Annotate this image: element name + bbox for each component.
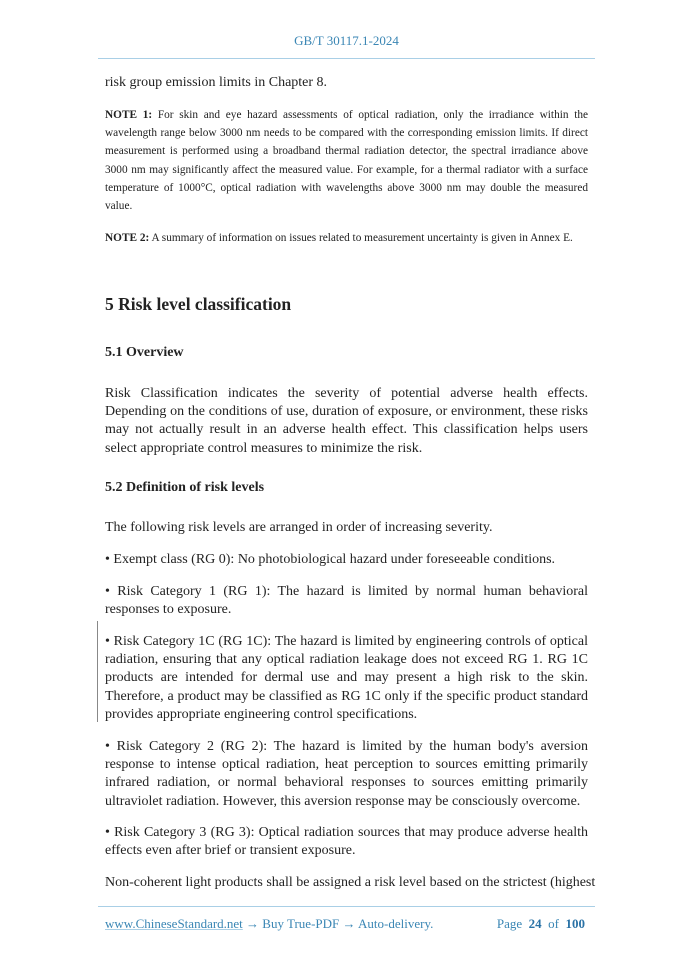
note-2 [105,229,588,247]
document-header: GB/T 30117.1-2024 [294,33,399,48]
note-1 [105,106,588,215]
section-5-heading: 5 Risk level classification [105,294,292,314]
risk-level-item: • Risk Category 3 (RG 3): Optical radiation sources that may produce adverse health effects even after brief or transient exposure. [105,825,588,859]
closing-text: Non-coherent light products shall be assigned a risk level based on the strictest (highest [105,875,596,890]
risk-level-item: • Exempt class (RG 0): No photobiological hazard under foreseeable conditions. [105,552,556,567]
risk-level-item: • Risk Category 1C (RG 1C): The hazard is limited by engineering controls of optical radiation, ensuring that any optical radiation leakage does not exceed RG 1. RG 1C products are intended for dermal use and may present a high risk to the skin. Therefore, a product may be classified as RG 1C only if the specific product standard provides appropriate engineering control specifications. [105,634,588,722]
footer-text: → Buy True-PDF → Auto-delivery. [242,916,434,931]
risk-levels-intro: The following risk levels are arranged in order of increasing severity. [105,520,493,535]
footer-divider [98,906,595,907]
page-number: 24 [528,916,542,931]
overview-paragraph: Risk Classification indicates the severity of potential adverse health effects. Depending on the conditions of use, duration of exposure, or environment, these risks may not actually result in an adverse health effect. This classification helps users select appropriate control measures to minimize the risk. [105,386,588,456]
of-label: of [548,916,559,931]
continuation-text: risk group emission limits in Chapter 8. [105,75,328,90]
risk-level-item: • Risk Category 1 (RG 1): The hazard is limited by normal human behavioral responses to exposure. [105,584,588,618]
section-5-1-heading: 5.1 Overview [105,345,184,360]
note-1-label: NOTE 1: [105,109,153,121]
risk-level-item: • Risk Category 2 (RG 2): The hazard is limited by the human body's aversion response to intense optical radiation, heat perception to sources emitting primarily infrared radiation, or normal behavioral responses to sources emitting primarily ultraviolet radiation. However, this aversion response may be consciously overcome. [105,739,588,809]
header-divider [98,58,595,59]
note-2-label: NOTE 2: [105,232,150,244]
chinesestandard-link[interactable]: www.ChineseStandard.net [105,916,243,931]
total-pages: 100 [565,916,585,931]
note-1-text: For skin and eye hazard assessments of optical radiation, only the irradiance within the wavelength range below 3000 nm needs to be compared with the corresponding emission limits. If direct measurement is performed using a broadband thermal radiation detector, the spectral irradiance above 3000 nm may significantly affect the measured value. For example, for a thermal radiator with a surface temperature of 1000°C, optical radiation with wavelengths above 3000 nm may double the measured value. [105,109,589,213]
page-indicator [497,916,585,932]
change-bar [97,621,98,722]
note-2-text: A summary of information on issues related to measurement uncertainty is given in Annex E. [149,232,573,244]
page-footer [105,916,585,932]
page-label: Page [496,916,523,931]
section-5-2-heading: 5.2 Definition of risk levels [105,480,265,495]
